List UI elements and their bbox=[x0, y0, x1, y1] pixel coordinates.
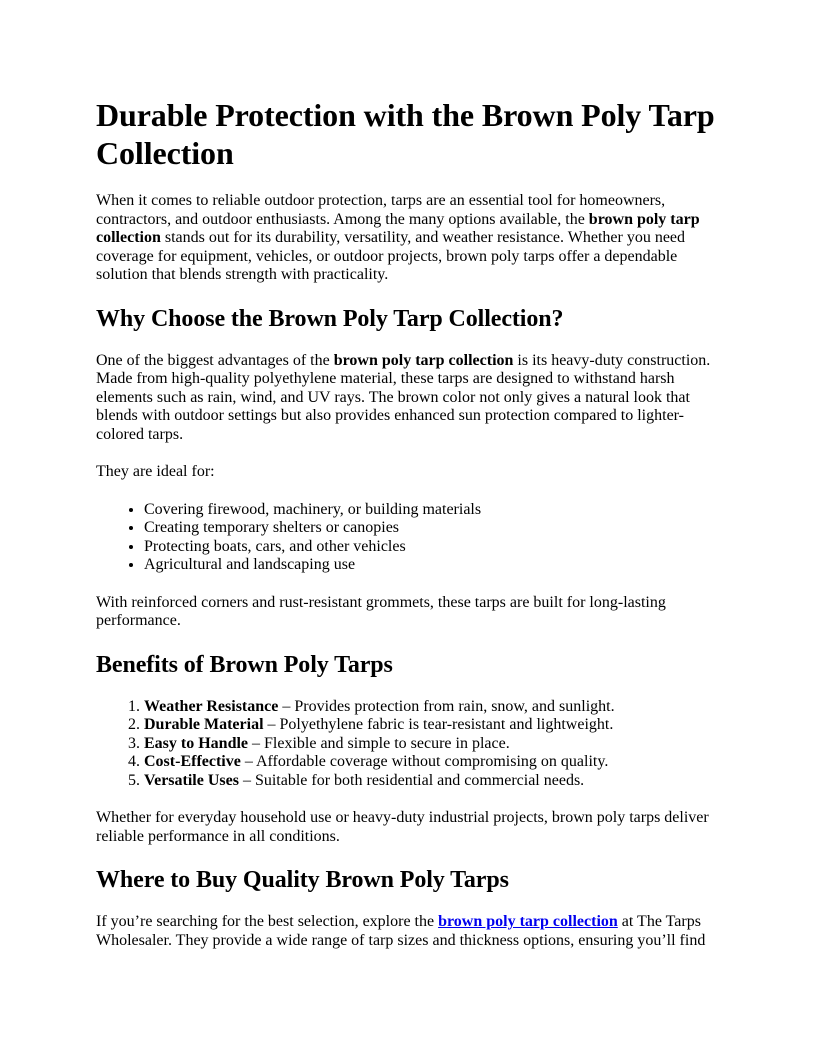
benefits-list bbox=[96, 698, 720, 791]
benefit-desc: – Flexible and simple to secure in place. bbox=[248, 734, 510, 752]
benefit-term: Easy to Handle bbox=[144, 734, 249, 752]
list-item bbox=[144, 753, 720, 772]
intro-text-1: When it comes to reliable outdoor protection, tarps are an essential tool for homeowners, contractors, and outdoor enthusiasts. Among the many options available, the bbox=[96, 192, 666, 228]
buy-heading: Where to Buy Quality Brown Poly Tarps bbox=[96, 867, 509, 893]
list-item bbox=[144, 735, 720, 754]
intro-text-2: stands out for its durability, versatility, and weather resistance. Whether you need coverage for equipment, vehicles, or outdoor projects, brown poly tarps offer a dependable solution that blends strength with practicality. bbox=[96, 229, 686, 283]
why-text-2: is its heavy-duty construction. Made from high-quality polyethylene material, these tarps are designed to withstand harsh elements such as rain, wind, and UV rays. The brown color not only gives a natural look that blends with outdoor settings but also provides enhanced sun protection compared to lighter-colored tarps. bbox=[96, 351, 711, 443]
ideal-for-intro: They are ideal for: bbox=[96, 463, 215, 480]
list-item bbox=[144, 772, 720, 791]
collection-link[interactable]: brown poly tarp collection bbox=[438, 913, 618, 930]
benefit-desc: – Provides protection from rain, snow, and sunlight. bbox=[278, 697, 615, 715]
benefit-term: Durable Material bbox=[144, 716, 264, 733]
buy-text-2: at The Tarps Wholesaler. They provide a wide range of tarp sizes and thickness options, ensuring you’ll find bbox=[96, 913, 706, 949]
list-item: • Creating temporary shelters or canopies bbox=[144, 519, 720, 538]
why-text-1: One of the biggest advantages of the bbox=[96, 351, 334, 369]
benefits-closing-paragraph: Whether for everyday household use or heavy-duty industrial projects, brown poly tarps deliver reliable performance in all conditions. bbox=[96, 809, 709, 845]
why-bold-keyword: brown poly tarp collection bbox=[333, 351, 514, 369]
intro-paragraph bbox=[96, 192, 720, 285]
why-paragraph bbox=[96, 352, 720, 445]
benefit-term: Weather Resistance bbox=[144, 697, 279, 715]
benefit-desc: – Affordable coverage without compromising on quality. bbox=[240, 753, 609, 770]
why-closing-paragraph: With reinforced corners and rust-resistant grommets, these tarps are built for long-lasting performance. bbox=[96, 593, 666, 629]
list-item: • Protecting boats, cars, and other vehicles bbox=[144, 538, 720, 557]
document-content bbox=[96, 96, 720, 950]
list-item: • Agricultural and landscaping use bbox=[144, 556, 720, 575]
buy-text-1: If you’re searching for the best selection, explore the bbox=[96, 913, 439, 930]
benefit-desc: – Suitable for both residential and commercial needs. bbox=[238, 771, 585, 789]
list-item bbox=[144, 716, 720, 735]
why-heading: Why Choose the Brown Poly Tarp Collection? bbox=[96, 305, 564, 332]
buy-paragraph bbox=[96, 913, 720, 950]
benefit-term: Cost-Effective bbox=[144, 753, 241, 770]
list-item: • Covering firewood, machinery, or building materials bbox=[144, 501, 720, 520]
benefits-heading: Benefits of Brown Poly Tarps bbox=[96, 651, 393, 678]
intro-bold-keyword: brown poly tarp collection bbox=[96, 210, 700, 246]
page-title: Durable Protection with the Brown Poly Tarp Collection bbox=[96, 97, 715, 171]
benefit-term: Versatile Uses bbox=[144, 771, 239, 789]
list-item bbox=[144, 698, 720, 717]
benefit-desc: – Polyethylene fabric is tear-resistant and lightweight. bbox=[263, 716, 614, 733]
uses-list bbox=[96, 501, 720, 575]
